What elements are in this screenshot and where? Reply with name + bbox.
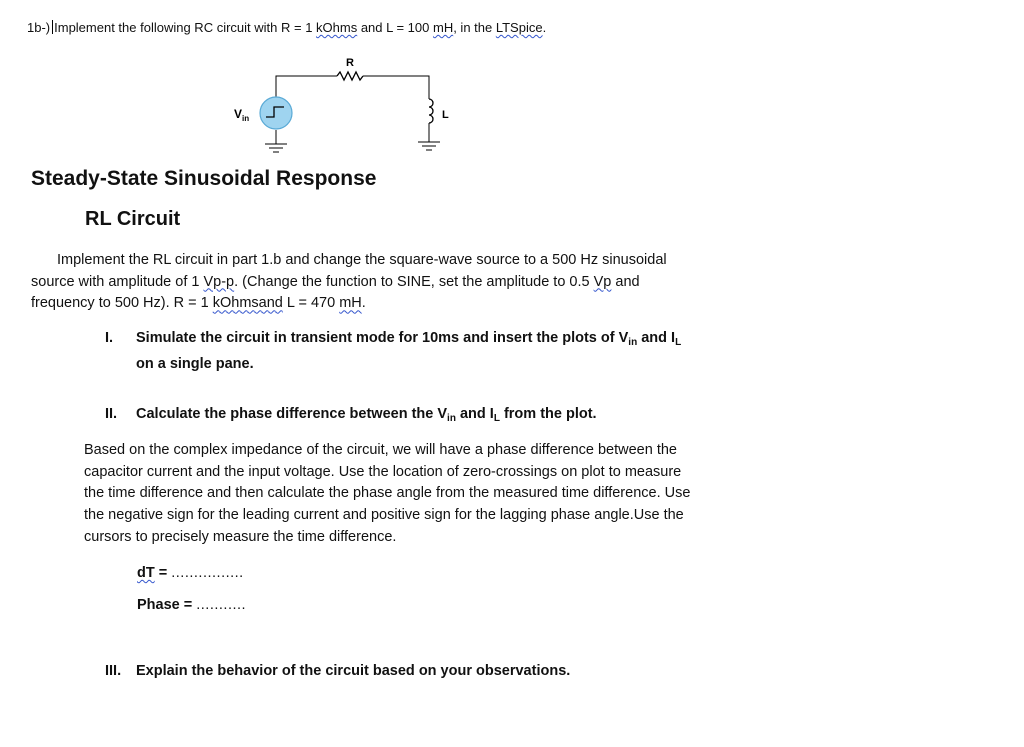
rl-circuit-diagram bbox=[228, 52, 458, 164]
intro-line bbox=[27, 20, 546, 35]
p1-line2-a: source with amplitude of 1 bbox=[31, 273, 204, 290]
source-label bbox=[234, 107, 249, 123]
intro-prefix: 1b-) bbox=[27, 20, 51, 35]
item-number: I. bbox=[105, 330, 114, 346]
inductor-symbol bbox=[429, 99, 433, 123]
phase-blank[interactable]: ........... bbox=[196, 597, 247, 613]
p1-line2 bbox=[31, 272, 721, 294]
dt-equals: = bbox=[154, 565, 172, 581]
intro-text-d: . bbox=[542, 20, 547, 35]
phase-label: Phase = bbox=[137, 597, 197, 613]
p2-line2: capacitor current and the input voltage. Use the location of zero-crossings on plot to measure bbox=[84, 463, 682, 480]
item1-line1-a: Simulate the circuit in transient mode for 10ms and insert the plots of V bbox=[136, 330, 629, 346]
p2-line1: Based on the complex impedance of the circuit, we will have a phase difference between the bbox=[84, 442, 677, 458]
item-number: II. bbox=[105, 406, 118, 422]
p2-line3: the time difference and then calculate the phase angle from the measured time difference. Use bbox=[84, 485, 691, 502]
intro-tool: LTSpice bbox=[495, 20, 543, 35]
text-cursor bbox=[52, 20, 53, 34]
p2-line4: the negative sign for the leading current and positive sign for the lagging phase angle.Use the bbox=[84, 507, 684, 524]
dt-label: dT bbox=[137, 565, 155, 581]
item1-line1 bbox=[136, 328, 681, 354]
dt-answer-line bbox=[137, 563, 244, 585]
p1-vpp: Vp-p bbox=[203, 273, 235, 290]
p1-line3-a: frequency to 500 Hz). R = 1 bbox=[31, 295, 213, 312]
ground-right-icon bbox=[418, 142, 440, 150]
resistor-symbol bbox=[337, 72, 363, 80]
item-text: Explain the behavior of the circuit based on your observations. bbox=[136, 663, 571, 679]
p1-line2-c: and bbox=[611, 273, 640, 290]
phase-answer-line bbox=[137, 595, 246, 617]
p1-vp: Vp bbox=[593, 273, 612, 290]
intro-r-unit: kOhms bbox=[316, 20, 358, 35]
dt-blank[interactable]: ................ bbox=[171, 565, 244, 581]
item2-sub-l: L bbox=[493, 413, 500, 424]
section-subheading: RL Circuit bbox=[85, 208, 181, 230]
item1-sub-in: in bbox=[628, 337, 638, 348]
item2-sub-in: in bbox=[447, 413, 456, 424]
item1-line1-b: and I bbox=[637, 330, 676, 346]
item2-a: Calculate the phase difference between the V bbox=[136, 406, 448, 422]
intro-text-b: and L = 100 bbox=[357, 20, 433, 35]
p1-kohmsand: kOhmsand bbox=[212, 295, 283, 312]
wire-right bbox=[363, 76, 429, 99]
intro-text-a: Implement the following RC circuit with R = 1 bbox=[54, 20, 317, 35]
ground-left-icon bbox=[265, 144, 287, 152]
p1-line3 bbox=[31, 293, 721, 315]
intro-text-c: , in the bbox=[453, 20, 496, 35]
wire-left bbox=[276, 76, 337, 98]
item-text bbox=[136, 328, 681, 375]
p1-mh: mH bbox=[339, 295, 362, 312]
source-label-main: V bbox=[234, 107, 243, 121]
intro-l-unit: mH bbox=[432, 20, 454, 35]
item-number: III. bbox=[105, 663, 122, 679]
p1-line2-b: . (Change the function to SINE, set the amplitude to 0.5 bbox=[234, 273, 594, 290]
item1-line2: on a single pane. bbox=[136, 355, 254, 372]
source-circle bbox=[260, 97, 292, 129]
item2-b: and I bbox=[455, 406, 494, 422]
paragraph-instructions bbox=[31, 250, 721, 315]
p1-line3-c: . bbox=[361, 295, 366, 312]
p1-line1: Implement the RL circuit in part 1.b and change the square-wave source to a 500 Hz sinusoidal bbox=[57, 252, 667, 268]
resistor-label: R bbox=[346, 57, 354, 69]
p1-line3-b: L = 470 bbox=[282, 295, 340, 312]
item-text bbox=[136, 404, 597, 430]
item2-c: from the plot. bbox=[499, 406, 597, 422]
source-label-sub: in bbox=[242, 114, 250, 123]
inductor-label: L bbox=[442, 109, 449, 121]
section-heading: Steady-State Sinusoidal Response bbox=[31, 167, 377, 190]
p2-line5: cursors to precisely measure the time difference. bbox=[84, 528, 397, 545]
paragraph-explanation bbox=[84, 440, 724, 549]
item1-sub-l: L bbox=[675, 337, 682, 348]
